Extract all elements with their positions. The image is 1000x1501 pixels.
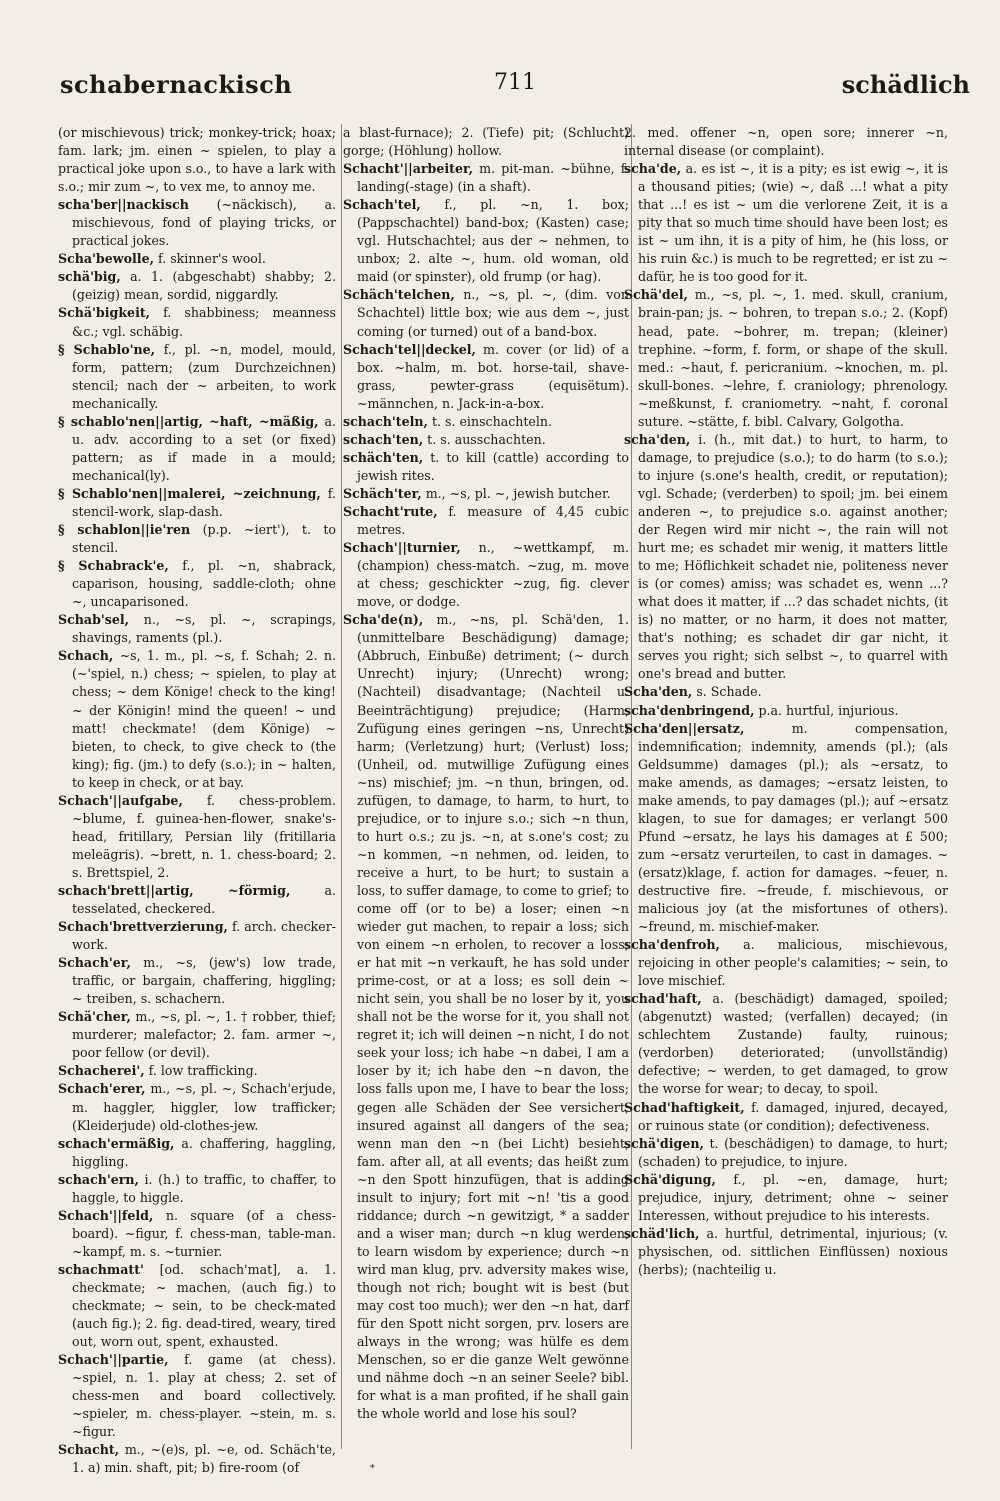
entry-definition: m., ~(e)s, pl. ~e, od. Schäch'te, 1. a) min. shaft, pit; b) fire-room (of	[72, 1442, 336, 1476]
dictionary-entry	[624, 702, 948, 720]
entry-definition: n., ~s, pl. ~, (dim. von Schachtel) little box; wie aus dem ~, just coming (or turned) out of a band-box.	[357, 287, 629, 339]
entry-definition: p.a. hurtful, injurious.	[758, 702, 899, 718]
dictionary-entry	[624, 431, 948, 684]
entry-definition: [od. schach'mat], a. 1. checkmate; ~ machen, (auch fig.) to checkmate; ~ sein, to be check-mated (auch fig.); 2. fig. dead-tired, weary, tired out, worn out, spent, exhausted.	[72, 1261, 336, 1350]
entry-definition: m. pit-man. ~bühne, f. landing(-stage) (in a shaft).	[357, 161, 629, 195]
entry-headword: scha'den,	[624, 431, 691, 447]
entry-headword: schachmatt'	[58, 1261, 144, 1277]
entry-definition: f., pl. ~n, model, mould, form, pattern; (zum Durchzeichnen) stencil; nach der ~ arbeiten, to work mechanically.	[72, 341, 336, 411]
entry-headword: Schacht,	[58, 1442, 120, 1458]
dictionary-entry	[343, 160, 629, 196]
entry-headword: § Schablo'nen||malerei, ~zeichnung,	[58, 485, 321, 501]
entry-headword: Schä'cher,	[58, 1009, 131, 1025]
entry-headword: Scha'den||ersatz,	[624, 720, 745, 736]
entry-headword: Schad'haftigkeit,	[624, 1099, 745, 1115]
dictionary-entry	[58, 1135, 336, 1171]
dictionary-entry	[58, 611, 336, 647]
entry-headword: schach'brett||artig, ~förmig,	[58, 882, 291, 898]
entry-definition: i. (h.) to traffic, to chaffer, to haggle, to higgle.	[72, 1171, 336, 1205]
entry-definition: a. (beschädigt) damaged, spoiled; (abgenutzt) wasted; (verfallen) decayed; (in schlechtem Zustande) faulty, ruinous; (verdorben) deteriorated; (unvollständig) defective; ~ werden, to get damaged, to grow the worse for wear; to decay, to spoil.	[638, 991, 948, 1097]
entry-headword: schach'ermäßig,	[58, 1135, 175, 1151]
dictionary-entry	[624, 683, 948, 701]
entry-definition: s. Schade.	[696, 684, 762, 700]
entry-definition: f., pl. ~n, shabrack, caparison, housing, saddle-cloth; ohne ~, uncaparisoned.	[72, 558, 336, 610]
entry-headword: Schäch'ter,	[343, 485, 422, 501]
entry-headword: scha'ber||nackisch	[58, 197, 189, 213]
entry-definition: m. cover (or lid) of a box. ~halm, m. bot. horse-tail, shave-grass, pewter-grass (equisëtum). ~männchen, n. Jack-in-a-box.	[357, 341, 629, 411]
entry-definition: a blast-furnace); 2. (Tiefe) pit; (Schlucht) gorge; (Höhlung) hollow.	[343, 125, 629, 159]
dictionary-entry	[343, 449, 629, 485]
dictionary-entry	[343, 611, 629, 1423]
entry-headword: Schacht'rute,	[343, 503, 438, 519]
dictionary-entry	[58, 268, 336, 304]
dictionary-entry	[58, 250, 336, 268]
dictionary-entry	[58, 341, 336, 413]
entry-definition: a. 1. (abgeschabt) shabby; 2. (geizig) mean, sordid, niggardly.	[72, 269, 336, 303]
dictionary-entry	[58, 485, 336, 521]
entry-headword: Schach'er,	[58, 955, 131, 971]
entry-headword: Scha'bewolle,	[58, 251, 154, 267]
dictionary-entry	[58, 413, 336, 485]
dictionary-entry	[58, 1351, 336, 1441]
dictionary-column-2	[343, 124, 629, 1423]
entry-headword: Schäch'telchen,	[343, 287, 455, 303]
dictionary-entry	[624, 936, 948, 990]
entry-headword: Schab'sel,	[58, 612, 130, 628]
entry-headword: Schach'||turnier,	[343, 540, 461, 556]
dictionary-entry	[58, 1261, 336, 1351]
dictionary-entry	[58, 1207, 336, 1261]
entry-definition: f. chess-problem. ~blume, f. guinea-hen-flower, snake's-head, fritillary, Persian lily (fritillaria meleägris). ~brett, n. 1. chess-board; 2. s. Brettspiel, 2.	[72, 792, 336, 880]
entry-headword: Schach'tel||deckel,	[343, 341, 476, 357]
entry-definition: m., ~ns, pl. Schä'den, 1. (unmittelbare Beschädigung) damage; (Abbruch, Einbuße) detriment; (~ durch Unrecht) injury; (Unrecht) wrong; (Nachteil) disadvantage; (Nachteil u. Beeinträchtigung) prejudice; (Harm, Zufügung eines geringen ~ns, Unrecht) harm; (Verletzung) hurt; (Verlust) loss; (Unheil, od. mutwillige Zufügung eines ~ns) mischief; jm. ~n thun, bringen, od. zufügen, to damage, to harm, to hurt, to prejudice, or to injure s.o.; sich ~n thun, to hurt o.s.; zu js. ~n, at s.one's cost; zu ~n kommen, ~n nehmen, od. leiden, to receive a hurt, to be hurt; to sustain a loss, to suffer damage, to come to grief; to come off (or to be) a loser; einen ~n wieder gut machen, to repair a loss; sich von einem ~n erholen, to recover a loss; er hat mit ~n verkauft, he has sold under prime-cost, or at a loss; es soll dein ~ nicht sein, you shall be no loser by it, you shall not be the worse for it, you shall not regret it; ich will deinen ~n nicht, I do not seek your loss; ich habe ~n dabei, I am a loser by it; ich habe den ~n davon, the loss falls upon me, I have to bear the loss; gegen alle Schäden der See versichert, insured against all dangers of the sea; wenn man den ~n (bei Licht) besieht, fam. after all, at all events; das heißt zum ~n den Spott hinzufügen, that is adding insult to injury; fort mit ~n! 'tis a good riddance; durch ~n gewitzigt, * a sadder and a wiser man; durch ~n klug werden, to learn wisdom by experience; durch ~n wird man klug, prv. adversity makes wise, though not rich; bought wit is best (but may cost too much); wer den ~n hat, darf für den Spott nicht sorgen, prv. losers are always in the wrong; was hülfe es dem Menschen, so er die ganze Welt gewönne und nähme doch ~n an seiner Seele? bibl. for what is a man profited, if he shall gain the whole world and lose his soul?	[357, 612, 629, 1422]
entry-headword: Schach'brettverzierung,	[58, 919, 228, 935]
dictionary-entry	[624, 1225, 948, 1279]
dictionary-entry	[58, 918, 336, 954]
dictionary-entry	[58, 521, 336, 557]
entry-headword: § schablo'nen||artig, ~haft, ~mäßig,	[58, 413, 319, 429]
right-running-headword: schädlich	[841, 70, 970, 99]
dictionary-entry	[58, 647, 336, 791]
entry-definition: f., pl. ~n, 1. box; (Pappschachtel) band-box; (Kasten) case; vgl. Hutschachtel; aus der ~ nehmen, to unbox; 2. alte ~, hum. old woman, old maid (or spinster), old frump (or hag).	[357, 197, 629, 285]
dictionary-entry	[343, 286, 629, 340]
dictionary-entry	[343, 341, 629, 413]
entry-definition: t. (beschädigen) to damage, to hurt; (schaden) to prejudice, to injure.	[638, 1135, 948, 1169]
entry-definition: (or mischievous) trick; monkey-trick; hoax; fam. lark; jm. einen ~ spielen, to play a practical joke upon s.o., to have a lark with s.o.; mir zum ~, to vex me, to annoy me.	[58, 125, 336, 195]
entry-headword: schä'digen,	[624, 1135, 704, 1151]
entry-definition: f. shabbiness; meanness &c.; vgl. schäbig.	[72, 305, 336, 339]
entry-definition: a. es ist ~, it is a pity; es ist ewig ~, it is a thousand pities; (wie) ~, daß ...! what a pity that ...! es ist ~ um die verlorene Zeit, it is a pity that so much time should have been lost; es ist ~ um ihn, it is a pity of him, he (his loss, or his ruin &c.) is much to be regretted; er ist zu ~ dafür, he is too good for it.	[638, 161, 948, 285]
dictionary-entry	[58, 1171, 336, 1207]
entry-definition: f., pl. ~en, damage, hurt; prejudice, injury, detriment; ohne ~ seiner Interessen, without prejudice to his interests.	[638, 1171, 948, 1223]
dictionary-entry	[343, 431, 629, 449]
dictionary-entry	[624, 990, 948, 1098]
entry-definition: (p.p. ~iert'), t. to stencil.	[72, 522, 336, 556]
entry-definition: f. measure of 4,45 cubic metres.	[357, 503, 629, 538]
dictionary-entry	[58, 1008, 336, 1062]
dictionary-column-3	[624, 124, 948, 1279]
entry-definition: f. skinner's wool.	[157, 251, 266, 267]
dictionary-entry	[624, 720, 948, 937]
entry-definition: m., ~s, pl. ~, 1. † robber, thief; murderer; malefactor; 2. fam. armer ~, poor fellow (or devil).	[72, 1009, 336, 1061]
entry-headword: schäch'ten,	[343, 449, 424, 465]
dictionary-entry	[58, 124, 336, 196]
entry-definition: m., ~s, pl. ~, jewish butcher.	[425, 485, 611, 501]
dictionary-entry	[58, 1062, 336, 1080]
entry-headword: Schach'erer,	[58, 1081, 146, 1097]
dictionary-entry	[343, 485, 629, 503]
entry-definition: a. hurtful, detrimental, injurious; (v. physischen, od. sittlichen Einflüssen) noxious (herbs); (nachteilig u.	[638, 1225, 948, 1277]
entry-headword: Scha'den,	[624, 684, 693, 700]
entry-definition: n., ~s, pl. ~, scrapings, shavings, raments (pl.).	[72, 612, 336, 646]
entry-headword: Schach'||aufgabe,	[58, 792, 183, 808]
entry-definition: t. s. einschachteln.	[431, 413, 553, 429]
dictionary-entry	[343, 503, 629, 539]
entry-headword: Schä'del,	[624, 287, 688, 303]
entry-headword: § Schablo'ne,	[58, 341, 156, 357]
dictionary-entry	[343, 539, 629, 611]
entry-definition: m., ~s, pl. ~, Schach'erjude, m. haggler, higgler, low trafficker; (Kleiderjude) old-clothes-jew.	[72, 1081, 337, 1133]
entry-definition: 2. med. offener ~n, open sore; innerer ~n, internal disease (or complaint).	[624, 125, 948, 159]
dictionary-entry	[624, 286, 948, 430]
entry-headword: Schach'||partie,	[58, 1352, 169, 1368]
entry-definition: f. damaged, injured, decayed, or ruinous state (or condition); defectiveness.	[638, 1099, 948, 1133]
entry-definition: f. arch. checker-work.	[72, 919, 336, 953]
entry-headword: Schach'tel,	[343, 197, 421, 213]
entry-headword: Schach,	[58, 648, 114, 664]
entry-definition: m. compensation, indemnification; indemnity, amends (pl.); (als Geldsumme) damages (pl.); als ~ersatz, to make amends, as damages; ~ersatz leisten, to make amends, to pay damages (pl.); auf ~ersatz klagen, to sue for damages; er verlangt 500 Pfund ~ersatz, he lays his damages at £ 500; zum ~ersatz verurteilen, to cast in damages. ~(ersatz)klage, f. action for damages. ~feuer, n. destructive fire. ~freude, f. mischievous, or malicious joy (at the misfortunes of others). ~freund, m. mischief-maker.	[638, 720, 948, 935]
entry-headword: Schä'digung,	[624, 1171, 716, 1187]
entry-headword: § Schabrack'e,	[58, 558, 169, 574]
entry-headword: scha'de,	[624, 161, 682, 177]
entry-headword: Schacherei',	[58, 1063, 145, 1079]
entry-headword: scha'denbringend,	[624, 702, 755, 718]
entry-headword: schach'ten,	[343, 431, 424, 447]
entry-definition: m., ~s, pl. ~, 1. med. skull, cranium, brain-pan; js. ~ bohren, to trepan s.o.; 2. (Kopf) head, pate. ~bohrer, m. trepan; (kleiner) trephine. ~form, f. form, or shape of the skull. med.: ~haut, f. pericranium. ~knochen, m. pl. skull-bones. ~lehre, f. craniology; phrenology. ~meßkunst, f. craniometry. ~naht, f. coronal suture. ~stätte, f. bibl. Calvary, Golgotha.	[638, 287, 948, 429]
entry-headword: schach'teln,	[343, 413, 428, 429]
entry-definition: n., ~wettkampf, m. (champion) chess-match. ~zug, m. move at chess; geschickter ~zug, fig. clever move, or dodge.	[357, 540, 629, 610]
dictionary-entry	[58, 1441, 336, 1477]
column-divider	[341, 124, 342, 1449]
entry-definition: m., ~s, (jew's) low trade, traffic, or bargain, chaffering, higgling; ~ treiben, s. schachern.	[72, 955, 336, 1007]
dictionary-entry	[624, 1171, 948, 1225]
entry-headword: Schacht'||arbeiter,	[343, 161, 474, 177]
dictionary-column-1	[58, 124, 336, 1478]
dictionary-entry	[343, 124, 629, 160]
dictionary-entry	[58, 1080, 336, 1134]
dictionary-entry	[58, 882, 336, 918]
entry-headword: schad'haft,	[624, 991, 702, 1007]
dictionary-entry	[624, 1135, 948, 1171]
entry-definition: n. square (of a chess-board). ~figur, f. chess-man, table-man. ~kampf, m. s. ~turnier.	[72, 1207, 336, 1259]
entry-headword: schach'ern,	[58, 1171, 139, 1187]
dictionary-entry	[624, 160, 948, 286]
entry-headword: schä'big,	[58, 269, 121, 285]
left-running-headword: schabernackisch	[60, 70, 293, 99]
entry-definition: t. to kill (cattle) according to jewish rites.	[357, 449, 629, 483]
entry-definition: i. (h., mit dat.) to hurt, to harm, to damage, to prejudice (s.o.); to do harm (to s.o.); to injure (s.one's health, credit, or reputation); vgl. Schade; (verderben) to spoil; jm. bei einem anderen ~, to prejudice s.o. against another; der Regen wird mir nicht ~, the rain will not hurt me; es schadet mir wenig, it matters little to me; Höflichkeit schadet nie, politeness never is (or comes) amiss; was schadet es, wenn ...? what does it matter, if ...? das schadet nichts, (it is) no matter, or no harm, it does not matter, that's nothing; es schadet dir gar nicht, it serves you right; sich selbst ~, to quarrel with one's bread and butter.	[638, 431, 948, 682]
entry-definition: f. stencil-work, slap-dash.	[72, 485, 336, 519]
dictionary-entry	[624, 1099, 948, 1135]
entry-headword: Schä'bigkeit,	[58, 305, 151, 321]
page-number: 711	[494, 70, 536, 95]
entry-definition: a. u. adv. according to a set (or fixed) pattern; as if made in a mould; mechanical(ly).	[72, 413, 336, 483]
entry-definition: (~näckisch), a. mischievous, fond of playing tricks, or practical jokes.	[72, 197, 336, 249]
entry-definition: f. low trafficking.	[148, 1063, 258, 1079]
footer-mark: *	[370, 1464, 375, 1474]
entry-headword: Schach'||feld,	[58, 1207, 154, 1223]
entry-headword: § schablon||ie'ren	[58, 522, 191, 538]
entry-definition: ~s, 1. m., pl. ~s, f. Schah; 2. n. (~'spiel, n.) chess; ~ spielen, to play at chess; ~ dem Könige! check to the king! ~ der Königin! mind the queen! ~ und matt! checkmate! (dem Könige) ~ bieten, to check, to give check to (the king); fig. (jm.) to defy (s.o.); in ~ halten, to keep in check, or at bay.	[72, 648, 336, 790]
dictionary-entry	[58, 557, 336, 611]
entry-definition: a. chaffering, haggling, higgling.	[72, 1135, 336, 1169]
entry-definition: a. malicious, mischievous, rejoicing in other people's calamities; ~ sein, to love mischief.	[638, 937, 948, 989]
page-header	[60, 70, 970, 110]
dictionary-entry	[343, 196, 629, 286]
dictionary-entry	[58, 304, 336, 340]
entry-headword: schäd'lich,	[624, 1225, 700, 1241]
dictionary-entry	[58, 196, 336, 250]
entry-definition: a. tesselated, checkered.	[72, 882, 336, 917]
dictionary-entry	[343, 413, 629, 431]
entry-headword: scha'denfroh,	[624, 937, 720, 953]
entry-definition: t. s. ausschachten.	[427, 431, 546, 447]
dictionary-entry	[58, 792, 336, 882]
entry-definition: f. game (at chess). ~spiel, n. 1. play at chess; 2. set of chess-men and board collectively. ~spieler, m. chess-player. ~stein, m. s. ~figur.	[72, 1352, 336, 1440]
dictionary-entry	[58, 954, 336, 1008]
entry-headword: Scha'de(n),	[343, 612, 424, 628]
dictionary-entry	[624, 124, 948, 160]
